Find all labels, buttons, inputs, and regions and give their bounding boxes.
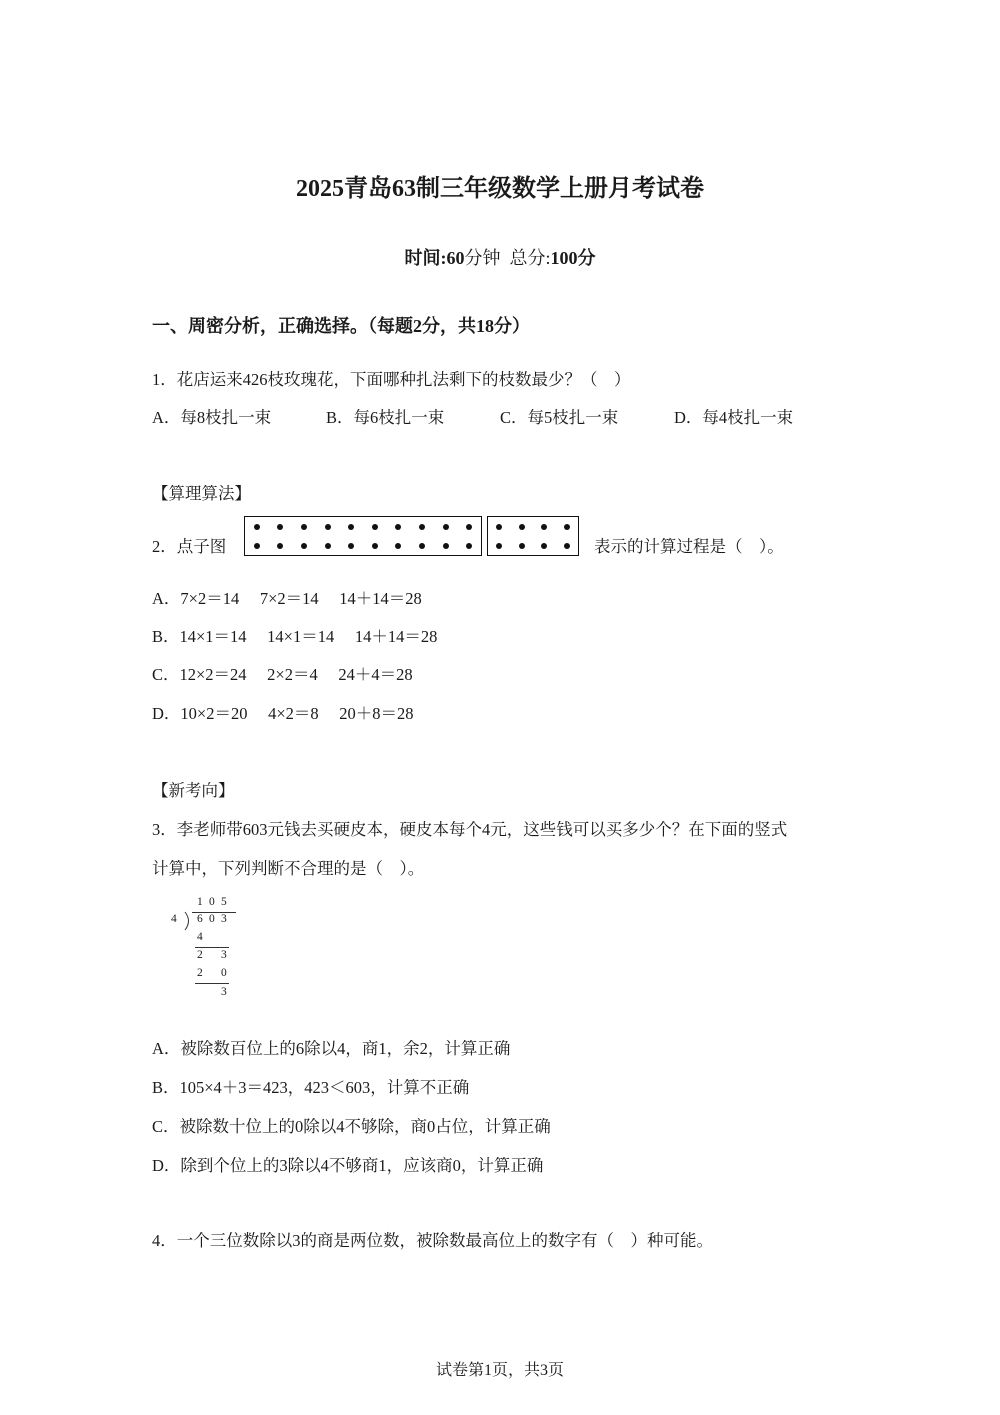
dot: [395, 543, 401, 549]
q3-tag: 【新考向】: [152, 781, 235, 800]
step-line: [195, 947, 229, 948]
q2-option-a[interactable]: A．7×2＝14 7×2＝14 14＋14＝28: [152, 589, 422, 608]
total-unit: 分: [577, 248, 596, 268]
dot: [372, 543, 378, 549]
dot: [372, 524, 378, 530]
division-bracket: [182, 911, 194, 931]
dot: [419, 543, 425, 549]
q3-stem-line1: 3．李老师带603元钱去买硬皮本，硬皮本每个4元，这些钱可以买多少个？在下面的竖式: [152, 820, 788, 839]
dot: [564, 543, 570, 549]
q2-stem-before: 2．点子图: [152, 537, 227, 556]
section-heading: 一、周密分析，正确选择。（每题2分，共18分）: [152, 316, 530, 336]
dot: [325, 543, 331, 549]
q4-stem: 4．一个三位数除以3的商是两位数，被除数最高位上的数字有（ ）种可能。: [152, 1231, 713, 1250]
dot: [348, 543, 354, 549]
dot: [325, 524, 331, 530]
exam-meta: [0, 244, 1000, 270]
dot: [301, 543, 307, 549]
q1-stem: 1．花店运来426枝玫瑰花，下面哪种扎法剩下的枝数最少？（ ）: [152, 370, 631, 389]
q1-option-c[interactable]: C．每5枝扎一束: [500, 408, 619, 427]
dot: [519, 543, 525, 549]
dot: [419, 524, 425, 530]
dot: [466, 524, 472, 530]
quotient-digit: 5: [221, 896, 227, 908]
quotient-digit: 0: [209, 896, 215, 908]
q2-tag: 【算理算法】: [152, 484, 251, 503]
dot: [496, 543, 502, 549]
dot: [254, 543, 260, 549]
dividend-digit: 3: [221, 913, 227, 925]
dot: [443, 543, 449, 549]
dot: [395, 524, 401, 530]
step-line: [195, 983, 229, 984]
q1-options: [152, 404, 793, 428]
q2-option-d[interactable]: D．10×2＝20 4×2＝8 20＋8＝28: [152, 704, 414, 723]
dividend-digit: 6: [197, 913, 203, 925]
time-value: 60: [446, 248, 465, 268]
step1-product: 4: [197, 931, 203, 943]
page-title: 2025青岛63制三年级数学上册月考试卷: [296, 176, 704, 202]
page-footer: 试卷第1页，共3页: [435, 1362, 564, 1379]
step3-digit: 2: [197, 967, 203, 979]
dot-grid-left: [244, 516, 482, 556]
step2-digit: 2: [197, 949, 203, 961]
remainder: 3: [221, 986, 227, 998]
q3-stem-line2: 计算中，下列判断不合理的是（ ）。: [152, 859, 425, 878]
dot: [541, 543, 547, 549]
dot: [301, 524, 307, 530]
dot: [496, 524, 502, 530]
quotient-digit: 1: [197, 896, 203, 908]
dot: [564, 524, 570, 530]
q3-option-b[interactable]: B．105×4＋3＝423，423＜603，计算不正确: [152, 1078, 470, 1097]
dot: [466, 543, 472, 549]
step2-digit: 3: [221, 949, 227, 961]
time-label: 时间:: [404, 248, 447, 268]
time-unit: 分钟: [464, 248, 501, 268]
q2-option-c[interactable]: C．12×2＝24 2×2＝4 24＋4＝28: [152, 665, 413, 684]
dot: [254, 524, 260, 530]
dot: [277, 543, 283, 549]
q1-option-a[interactable]: A．每8枝扎一束: [152, 408, 272, 427]
dot: [348, 524, 354, 530]
dot-grid-right: [487, 516, 579, 556]
q2-option-b[interactable]: B．14×1＝14 14×1＝14 14＋14＝28: [152, 627, 438, 646]
q3-option-c[interactable]: C．被除数十位上的0除以4不够除，商0占位，计算正确: [152, 1117, 551, 1136]
dot: [443, 524, 449, 530]
total-label: 总分:: [509, 248, 551, 268]
dividend-digit: 0: [209, 913, 215, 925]
q3-option-d[interactable]: D．除到个位上的3除以4不够商1，应该商0，计算正确: [152, 1156, 544, 1175]
dot: [541, 524, 547, 530]
q1-option-b[interactable]: B．每6枝扎一束: [326, 408, 445, 427]
q3-option-a[interactable]: A．被除数百位上的6除以4，商1，余2，计算正确: [152, 1039, 511, 1058]
step3-digit: 0: [221, 967, 227, 979]
q2-stem-after: 表示的计算过程是（ ）。: [594, 537, 784, 556]
dot: [519, 524, 525, 530]
q1-option-d[interactable]: D．每4枝扎一束: [674, 408, 794, 427]
dot: [277, 524, 283, 530]
total-value: 100: [550, 248, 578, 268]
divisor: 4: [171, 913, 177, 925]
